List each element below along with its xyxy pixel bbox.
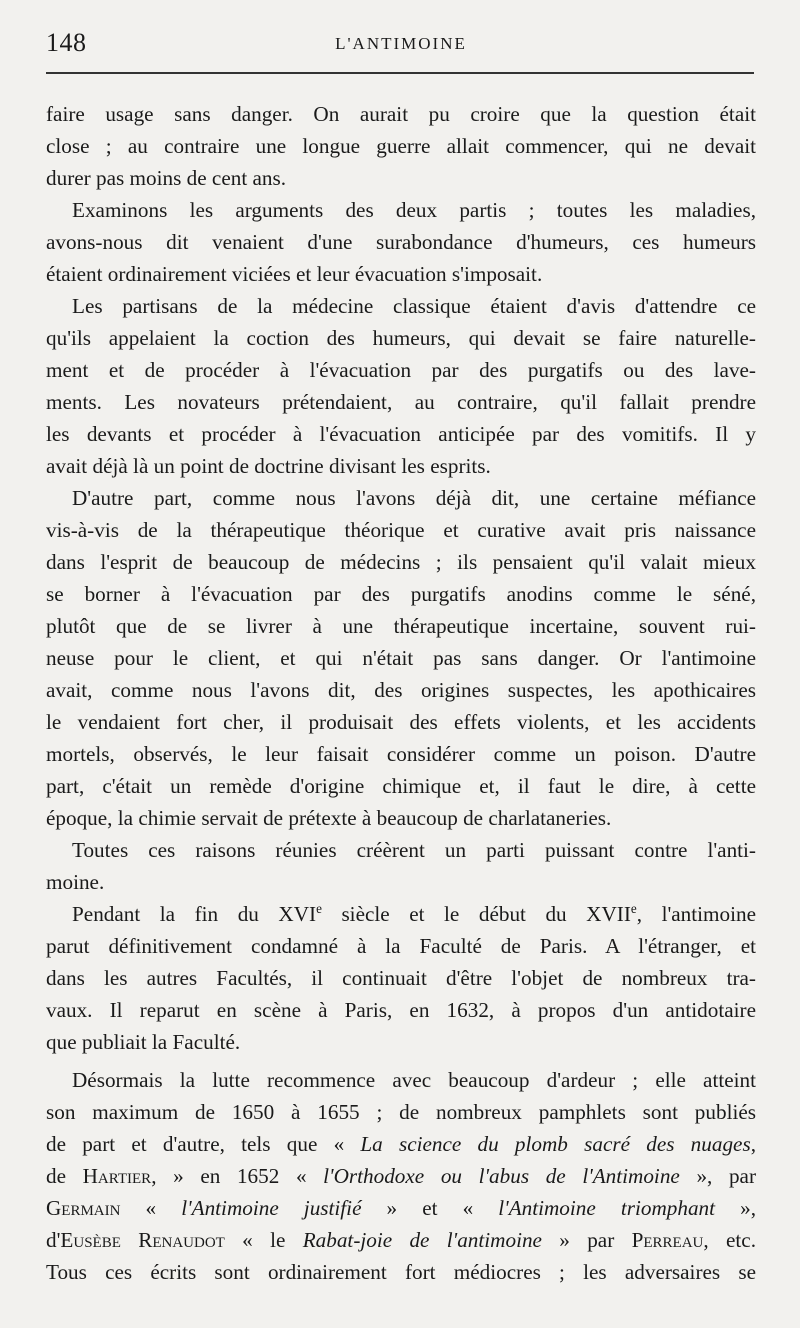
text-line: avait déjà là un point de doctrine divisant les esprits. <box>46 454 491 478</box>
text-line: vis-à-vis de la thérapeutique théorique et curative avait pris naissance <box>46 518 756 542</box>
text-line: de Hartier, » en 1652 « l'Orthodoxe ou l'abus de l'Antimoine », par <box>46 1164 757 1188</box>
text-line: Pendant la fin du XVIe siècle et le début du XVIIe, l'antimoine <box>72 900 756 926</box>
text-line: les devants et procéder à l'évacuation anticipée par des vomitifs. Il y <box>46 422 756 446</box>
text-line: ment et de procéder à l'évacuation par des purgatifs ou des lave- <box>46 358 756 382</box>
text-line: Germain « l'Antimoine justifié » et « l'Antimoine triomphant », <box>46 1196 757 1220</box>
text-line: son maximum de 1650 à 1655 ; de nombreux pamphlets sont publiés <box>46 1100 756 1124</box>
text-line: durer pas moins de cent ans. <box>46 166 287 190</box>
page-number: 148 <box>46 28 87 57</box>
text-line: le vendaient fort cher, il produisait des effets violents, et les accidents <box>46 710 756 734</box>
text-line: neuse pour le client, et qui n'était pas sans danger. Or l'antimoine <box>46 646 756 670</box>
text-line: qu'ils appelaient la coction des humeurs, qui devait se faire naturelle- <box>46 326 756 350</box>
running-head: L'ANTIMOINE <box>335 34 467 53</box>
page-header <box>46 28 756 60</box>
text-line: Tous ces écrits sont ordinairement fort médiocres ; les adversaires se <box>46 1260 756 1284</box>
text-line: Examinons les arguments des deux partis ; toutes les maladies, <box>72 198 756 222</box>
text-line: close ; au contraire une longue guerre allait commencer, qui ne devait <box>46 134 756 158</box>
body-text <box>46 98 756 1288</box>
text-line: se borner à l'évacuation par des purgatifs anodins comme le séné, <box>46 582 756 606</box>
text-line: dans l'esprit de beaucoup de médecins ; ils pensaient qu'il valait mieux <box>46 550 756 574</box>
text-line: d'Eusèbe Renaudot « le Rabat-joie de l'antimoine » par Perreau, etc. <box>46 1228 757 1252</box>
text-line: dans les autres Facultés, il continuait d'être l'objet de nombreux tra- <box>46 966 756 990</box>
text-line: Toutes ces raisons réunies créèrent un parti puissant contre l'anti- <box>72 838 756 862</box>
text-line: de part et d'autre, tels que « La science du plomb sacré des nuages, <box>46 1132 756 1156</box>
author-name: Hartier <box>82 1164 152 1188</box>
author-name: Germain <box>46 1196 121 1220</box>
header-rule <box>46 72 754 74</box>
text-line: part, c'était un remède d'origine chimique et, il faut le dire, à cette <box>46 774 756 798</box>
book-title: La science du plomb sacré des nuages <box>360 1132 751 1156</box>
text-line: mortels, observés, le leur faisait considérer comme un poison. D'autre <box>46 742 756 766</box>
text-line: parut définitivement condamné à la Faculté de Paris. A l'étranger, et <box>46 934 756 958</box>
book-title: l'Orthodoxe ou l'abus de l'Antimoine <box>323 1164 680 1188</box>
text-line: Les partisans de la médecine classique étaient d'avis d'attendre ce <box>72 294 756 318</box>
book-title: l'Antimoine triomphant <box>498 1196 716 1220</box>
text-line: vaux. Il reparut en scène à Paris, en 1632, à propos d'un antidotaire <box>46 998 756 1022</box>
text-line: époque, la chimie servait de prétexte à beaucoup de charlataneries. <box>46 806 612 830</box>
text-line: avait, comme nous l'avons dit, des origines suspectes, les apothicaires <box>46 678 756 702</box>
text-line: D'autre part, comme nous l'avons déjà dit, une certaine méfiance <box>72 486 756 510</box>
text-line: faire usage sans danger. On aurait pu croire que la question était <box>46 102 756 126</box>
text-line: avons-nous dit venaient d'une surabondance d'humeurs, ces humeurs <box>46 230 756 254</box>
author-name: Eusèbe Renaudot <box>60 1228 225 1252</box>
text-line: moine. <box>46 870 105 894</box>
text-line: plutôt que de se livrer à une thérapeutique incertaine, souvent rui- <box>46 614 756 638</box>
author-name: Perreau <box>631 1228 704 1252</box>
text-line: que publiait la Faculté. <box>46 1030 241 1054</box>
book-title: l'Antimoine justifié <box>181 1196 362 1220</box>
text-line: étaient ordinairement viciées et leur évacuation s'imposait. <box>46 262 543 286</box>
book-title: Rabat-joie de l'antimoine <box>302 1228 542 1252</box>
text-line: Désormais la lutte recommence avec beaucoup d'ardeur ; elle atteint <box>72 1068 756 1092</box>
text-line: ments. Les novateurs prétendaient, au contraire, qu'il fallait prendre <box>46 390 756 414</box>
